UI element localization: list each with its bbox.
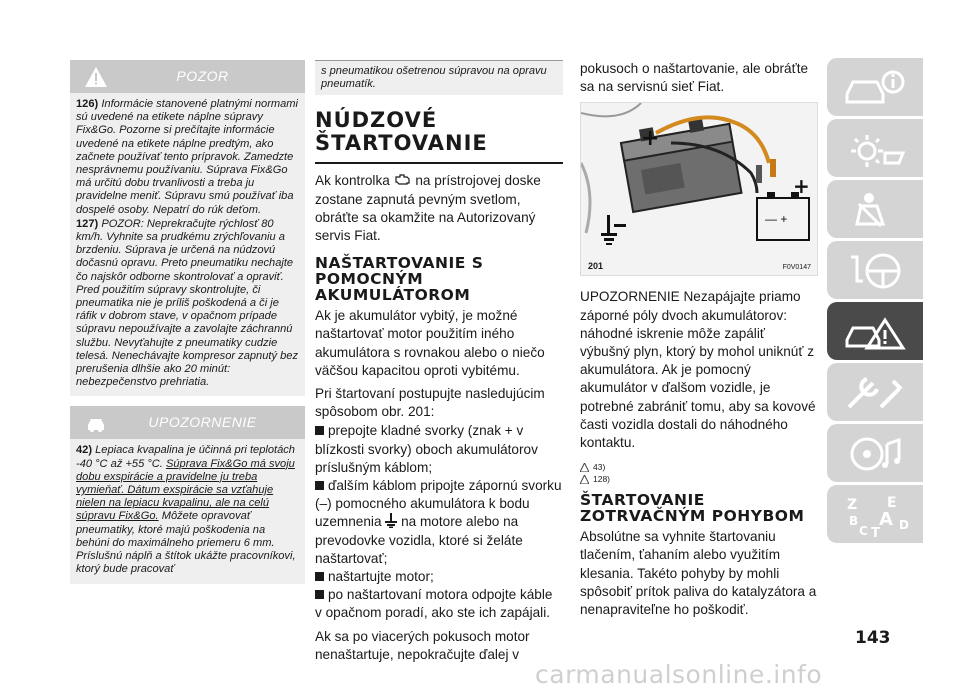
paragraph: pokusoch o naštartovanie, ale obráťte sa na servisnú sieť Fiat. (580, 61, 809, 95)
warning-text: Informácie stanovené platnými normami sú uvedené na etikete náplne súpravy Fix&Go. Pozorne si prečítajte informácie uvedené na etikete náplne predtým, ako začnete používať tento prípravok. Zamedzte nesprávnemu používaniu. Súprava Fix&Go má určitú dobu trvanlivosti a treba ju pravidelne meniť. Súpravu smú používať iba dospelé osoby. Nepatrí do rúk deťom. (76, 98, 299, 216)
reference-43 (580, 462, 817, 472)
bullet-square-icon (315, 590, 324, 599)
watermark: carmanualsonline.info (535, 660, 823, 689)
paragraph: UPOZORNENIE Nezapájajte priamo záporné póly dvoch akumulátorov: náhodné iskrenie môže zapáliť výbušný plyn, ktorý by mohol uniknúť z akumulátora. Ak je pomocný akumulátor v ďalšom vozidle, je potrebné zabrániť tomu, aby sa kovové časti vozidla dostali do náhodného kontaktu. (580, 289, 816, 451)
ground-symbol-icon (385, 513, 397, 528)
bullet-square-icon (315, 481, 324, 490)
warning-text: POZOR: Neprekračujte rýchlosť 80 km/h. Vyhnite sa prudkému zrýchľovaniu a brzdeniu. Súprava je určená na núdzovú dočasnú opravu. Preto pneumatiku nechajte čo najskôr odborne skontrolovať a opraviť. Pred použitím súpravy skontrolujte, či pneumatika nie je príliš poškodená a či je ráfik v dobrom stave, v opačnom prípade súpravu nepoužívajte a zavolajte záchrannú službu. Nevyťahujte z pneumatiky cudzie telesá. Nenechávajte kompresor zapnutý bez prerušenia dlhšie ako 20 minút: nebezpečenstvo prehriatia. (76, 217, 298, 389)
warning-number: 126) (76, 98, 99, 110)
figure-code: F0V0147 (782, 264, 811, 272)
warning-number: 42) (76, 444, 93, 457)
tab-maintenance[interactable] (827, 363, 923, 421)
subsection-title: NAŠTARTOVANIE S POMOCNÝM AKUMULÁTOROM (315, 254, 484, 305)
media-icon (843, 434, 907, 474)
list-item: po naštartovaní motora odpojte káble v opačnom poradí, ako ste ich zapájali. (315, 587, 553, 621)
page-number: 143 (855, 628, 891, 648)
pozor-box-body (70, 93, 305, 396)
upozornenie-box-header (70, 406, 305, 439)
tab-multimedia[interactable] (827, 424, 923, 482)
warning-text: Môžete opravovať pneumatiky, ktoré majú poškodenia na behúni do maximálneho priemeru 6 mm. Príslušnú náplň a štítok ukážte pracovníkovi, ktorý bude pracovať (76, 510, 296, 576)
maintenance-icon (843, 373, 907, 413)
tab-warning-lights[interactable] (827, 119, 923, 177)
column-3 (580, 60, 817, 624)
pozor-title: POZOR (176, 68, 229, 84)
tab-emergency[interactable] (827, 302, 923, 360)
jump-start-illustration (581, 103, 817, 275)
column-1 (70, 60, 305, 584)
warning-text: Lepiaca kvapalina je účinná pri teplotách -40 °C až +55 °C. (76, 444, 295, 470)
list-item: ďalším káblom pripojte zápornú svorku (–) pomocného akumulátora k bodu uzemnenia na motore alebo na prevodovke vozidla, ktoré si želáte naštartovať; (315, 478, 562, 566)
steering-wheel-icon (843, 251, 907, 291)
warning-continuation: s pneumatikou ošetrenou súpravou na opravu pneumatík. (315, 60, 563, 95)
index-letter: C (859, 524, 868, 538)
paragraph: Ak sa po viacerých pokusoch motor nenaštartuje, nepokračujte ďalej v (315, 628, 530, 662)
reference-128 (580, 474, 817, 484)
index-letter: A (879, 509, 893, 530)
paragraph: Pri štartovaní postupujte nasledujúcim spôsobom obr. 201: (315, 386, 545, 420)
tab-car-info[interactable] (827, 58, 923, 116)
upozornenie-title: UPOZORNENIE (148, 414, 257, 431)
figure-jump-start (580, 102, 818, 276)
upozornenie-box-body (70, 439, 305, 583)
paragraph: Absolútne sa vyhnite štartovaniu tlačením, ťahaním alebo využitím klesania. Takéto pohyby by mohli spôsobiť prítok paliva do katalyzátora a nenapraviteľne ho poškodiť. (580, 529, 817, 618)
list-item: naštartujte motor; (315, 568, 563, 586)
tab-safety[interactable] (827, 180, 923, 238)
warning-triangle-icon (580, 463, 589, 472)
emergency-icon (843, 312, 907, 352)
figure-number: 201 (588, 261, 604, 272)
pozor-box-header (70, 60, 305, 93)
list-item: prepojte kladné svorky (znak + v blízkosti svorky) oboch akumulátorov príslušným káblom; (315, 423, 538, 475)
index-letter: D (899, 518, 909, 532)
paragraph (315, 172, 563, 245)
index-icon (843, 495, 913, 539)
paragraph: Ak je akumulátor vybitý, je možné naštartovať motor použitím iného akumulátora s rovnakou alebo o niečo väčšou kapacitou oproti vybitému. (315, 308, 545, 378)
svg-text:+: + (641, 126, 660, 152)
index-letter: E (887, 495, 897, 511)
section-title: NÚDZOVÉ ŠTARTOVANIE (315, 109, 563, 164)
warning-number: 127) (76, 217, 99, 230)
svg-text:— +: — + (765, 212, 788, 227)
paragraph-text: Ak kontrolka (315, 173, 390, 189)
safety-icon (843, 190, 907, 230)
index-letter: T (871, 526, 880, 539)
svg-text:+: + (793, 174, 810, 199)
tab-driving[interactable] (827, 241, 923, 299)
subsection-title: ŠTARTOVANIE ZOTRVAČNÝM POHYBOM (580, 491, 805, 526)
warning-triangle-icon (580, 475, 589, 484)
bullet-square-icon (315, 426, 324, 435)
tab-index[interactable] (827, 485, 923, 543)
bullet-square-icon (315, 572, 324, 581)
warning-lights-icon (843, 129, 907, 169)
index-letter: Z (847, 497, 858, 513)
chapter-sidebar (827, 58, 923, 546)
paragraph-text: na prístrojovej doske zostane zapnutá pevným svetlom, obráťte sa okamžite na Autorizovaný servis Fiat. (315, 173, 541, 244)
engine-warning-icon (394, 173, 412, 186)
reference-number: 43) (593, 462, 606, 473)
reference-number: 128) (593, 474, 611, 485)
car-info-icon (843, 68, 907, 108)
warning-underlined-text: Súprava Fix&Go má svoju dobu exspirácie a pravidelne ju treba vymieňať. Dátum exspirácie sa vzťahuje nielen na lepiacu kvapalinu, ale na celú súpravu Fix&Go. (76, 457, 295, 523)
index-letter: B (849, 514, 859, 528)
column-2 (315, 60, 563, 669)
